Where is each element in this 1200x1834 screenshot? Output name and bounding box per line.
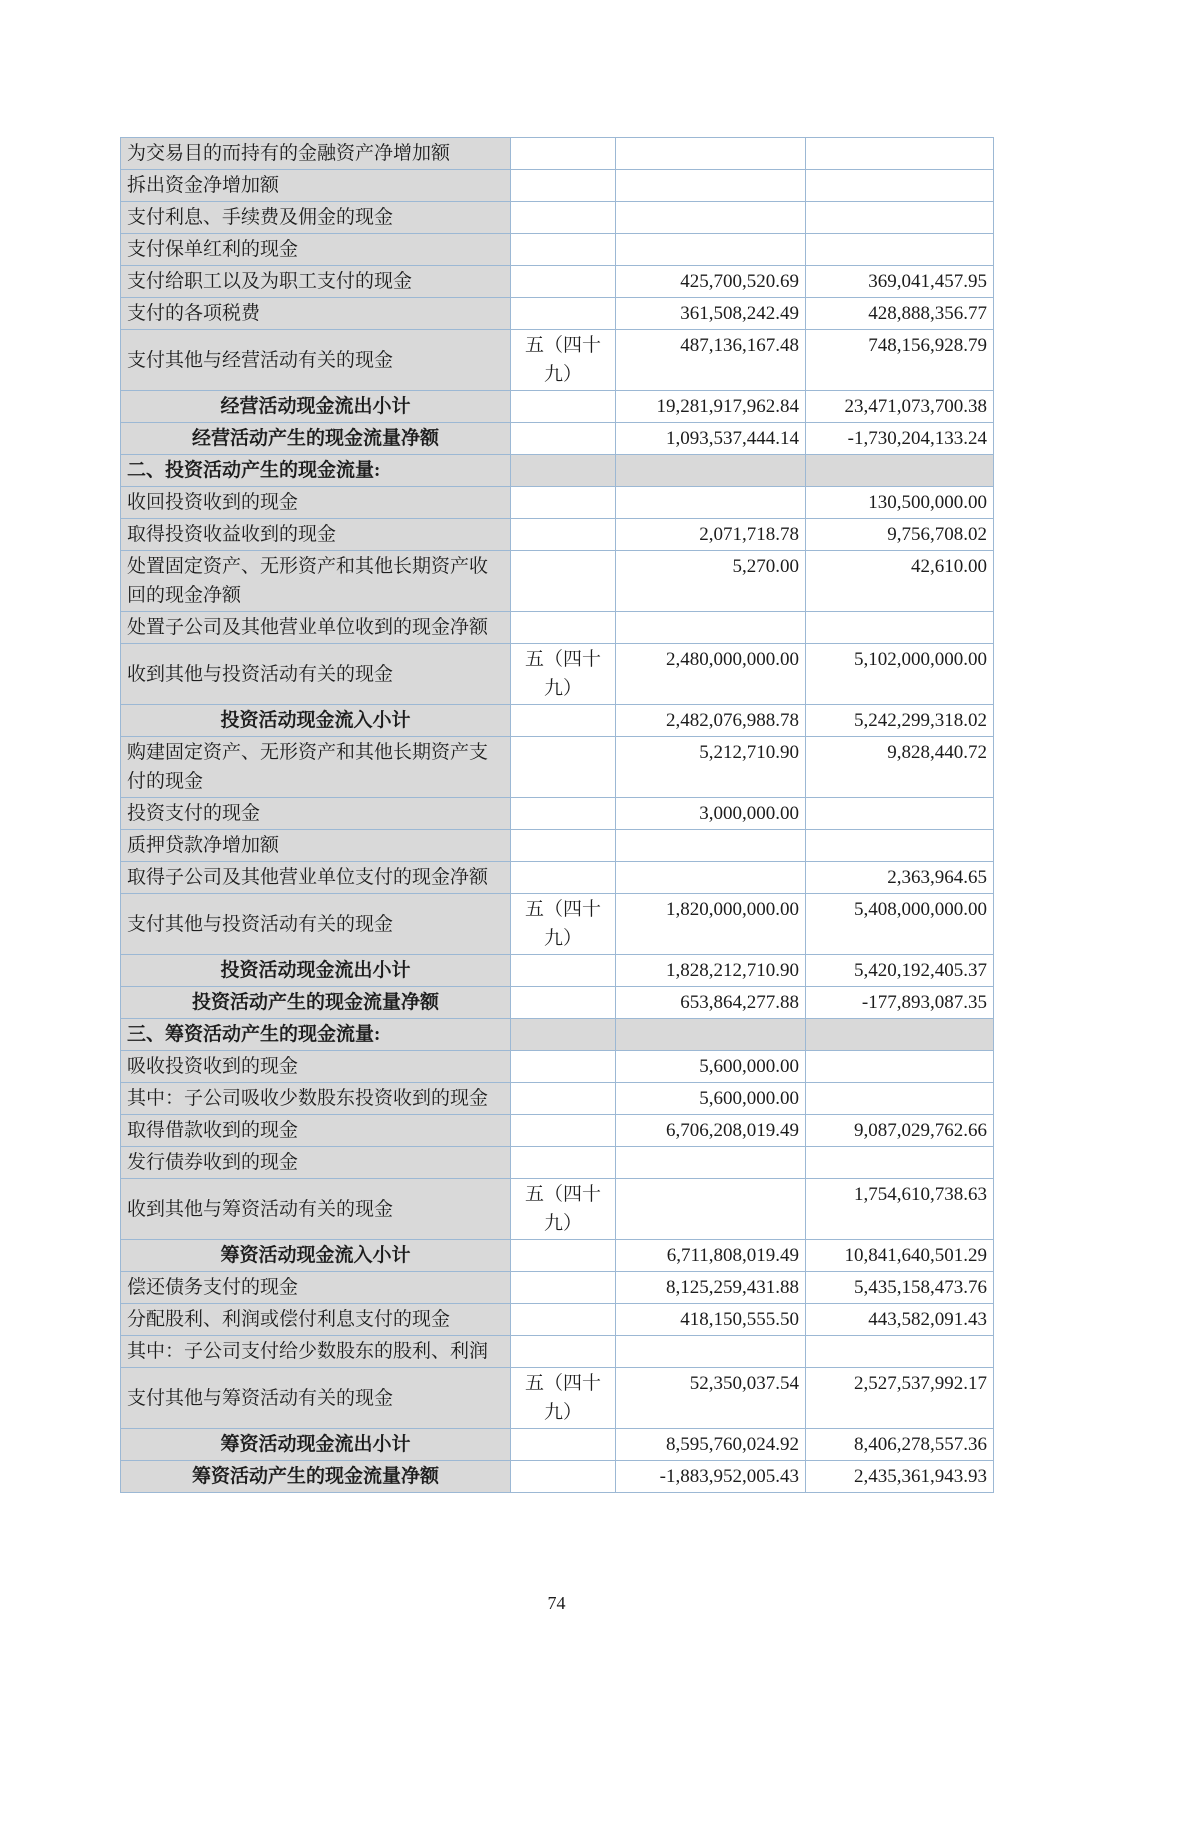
item-label-cell: 发行债券收到的现金	[121, 1147, 511, 1179]
amount-current-period-cell: 5,270.00	[616, 551, 806, 612]
amount-current-period-cell: 3,000,000.00	[616, 798, 806, 830]
note-reference-cell	[511, 987, 616, 1019]
amount-prior-period-cell: 5,408,000,000.00	[806, 894, 994, 955]
table-row	[121, 1272, 994, 1304]
note-reference-cell: 五（四十九）	[511, 644, 616, 705]
note-reference-cell	[511, 138, 616, 170]
item-label-cell: 其中：子公司支付给少数股东的股利、利润	[121, 1336, 511, 1368]
item-label-cell: 筹资活动现金流入小计	[121, 1240, 511, 1272]
cash-flow-table-body	[121, 138, 994, 1493]
table-row	[121, 705, 994, 737]
amount-current-period-cell: 52,350,037.54	[616, 1368, 806, 1429]
item-label-cell: 二、投资活动产生的现金流量:	[121, 455, 511, 487]
note-reference-cell	[511, 391, 616, 423]
table-row	[121, 519, 994, 551]
amount-current-period-cell: 6,706,208,019.49	[616, 1115, 806, 1147]
item-label-cell: 取得借款收到的现金	[121, 1115, 511, 1147]
table-row	[121, 644, 994, 705]
amount-current-period-cell: 653,864,277.88	[616, 987, 806, 1019]
amount-prior-period-cell: 443,582,091.43	[806, 1304, 994, 1336]
amount-prior-period-cell: 9,756,708.02	[806, 519, 994, 551]
amount-current-period-cell: 8,595,760,024.92	[616, 1429, 806, 1461]
table-row	[121, 423, 994, 455]
item-label-cell: 筹资活动产生的现金流量净额	[121, 1461, 511, 1493]
table-row	[121, 955, 994, 987]
note-reference-cell: 五（四十九）	[511, 1179, 616, 1240]
note-reference-cell	[511, 1147, 616, 1179]
amount-current-period-cell	[616, 234, 806, 266]
amount-prior-period-cell: 5,435,158,473.76	[806, 1272, 994, 1304]
note-reference-cell	[511, 487, 616, 519]
amount-prior-period-cell: 428,888,356.77	[806, 298, 994, 330]
amount-current-period-cell	[616, 138, 806, 170]
amount-prior-period-cell: 5,102,000,000.00	[806, 644, 994, 705]
table-row	[121, 612, 994, 644]
amount-current-period-cell: 1,820,000,000.00	[616, 894, 806, 955]
amount-prior-period-cell	[806, 138, 994, 170]
amount-prior-period-cell: 5,242,299,318.02	[806, 705, 994, 737]
table-row	[121, 202, 994, 234]
amount-prior-period-cell	[806, 455, 994, 487]
note-reference-cell	[511, 455, 616, 487]
amount-prior-period-cell: 2,435,361,943.93	[806, 1461, 994, 1493]
note-reference-cell	[511, 1304, 616, 1336]
item-label-cell: 经营活动产生的现金流量净额	[121, 423, 511, 455]
amount-current-period-cell	[616, 455, 806, 487]
item-label-cell: 其中：子公司吸收少数股东投资收到的现金	[121, 1083, 511, 1115]
item-label-cell: 处置固定资产、无形资产和其他长期资产收回的现金净额	[121, 551, 511, 612]
note-reference-cell: 五（四十九）	[511, 330, 616, 391]
note-reference-cell	[511, 1051, 616, 1083]
amount-prior-period-cell: 42,610.00	[806, 551, 994, 612]
amount-prior-period-cell: 2,363,964.65	[806, 862, 994, 894]
amount-prior-period-cell	[806, 830, 994, 862]
item-label-cell: 偿还债务支付的现金	[121, 1272, 511, 1304]
item-label-cell: 收到其他与投资活动有关的现金	[121, 644, 511, 705]
item-label-cell: 质押贷款净增加额	[121, 830, 511, 862]
item-label-cell: 支付给职工以及为职工支付的现金	[121, 266, 511, 298]
table-row	[121, 830, 994, 862]
amount-prior-period-cell	[806, 1147, 994, 1179]
note-reference-cell	[511, 955, 616, 987]
note-reference-cell	[511, 298, 616, 330]
item-label-cell: 为交易目的而持有的金融资产净增加额	[121, 138, 511, 170]
table-row	[121, 1336, 994, 1368]
table-row	[121, 1051, 994, 1083]
amount-current-period-cell: 19,281,917,962.84	[616, 391, 806, 423]
amount-current-period-cell	[616, 1179, 806, 1240]
item-label-cell: 支付的各项税费	[121, 298, 511, 330]
item-label-cell: 分配股利、利润或偿付利息支付的现金	[121, 1304, 511, 1336]
note-reference-cell	[511, 170, 616, 202]
item-label-cell: 投资活动现金流入小计	[121, 705, 511, 737]
amount-current-period-cell: 2,480,000,000.00	[616, 644, 806, 705]
amount-prior-period-cell: 369,041,457.95	[806, 266, 994, 298]
amount-prior-period-cell: 1,754,610,738.63	[806, 1179, 994, 1240]
table-row	[121, 798, 994, 830]
amount-prior-period-cell	[806, 612, 994, 644]
amount-prior-period-cell: 10,841,640,501.29	[806, 1240, 994, 1272]
note-reference-cell	[511, 234, 616, 266]
item-label-cell: 投资活动产生的现金流量净额	[121, 987, 511, 1019]
cash-flow-statement-table	[120, 137, 994, 1493]
amount-prior-period-cell: 23,471,073,700.38	[806, 391, 994, 423]
note-reference-cell	[511, 1336, 616, 1368]
item-label-cell: 筹资活动现金流出小计	[121, 1429, 511, 1461]
amount-prior-period-cell: 748,156,928.79	[806, 330, 994, 391]
table-row	[121, 894, 994, 955]
amount-current-period-cell	[616, 862, 806, 894]
item-label-cell: 吸收投资收到的现金	[121, 1051, 511, 1083]
table-row	[121, 1179, 994, 1240]
amount-prior-period-cell: 5,420,192,405.37	[806, 955, 994, 987]
amount-prior-period-cell: 2,527,537,992.17	[806, 1368, 994, 1429]
amount-current-period-cell	[616, 202, 806, 234]
amount-current-period-cell: 5,600,000.00	[616, 1083, 806, 1115]
note-reference-cell	[511, 1429, 616, 1461]
note-reference-cell	[511, 202, 616, 234]
note-reference-cell	[511, 423, 616, 455]
amount-prior-period-cell: -1,730,204,133.24	[806, 423, 994, 455]
amount-current-period-cell	[616, 612, 806, 644]
item-label-cell: 三、筹资活动产生的现金流量:	[121, 1019, 511, 1051]
amount-prior-period-cell: 9,828,440.72	[806, 737, 994, 798]
document-page	[0, 137, 1200, 1834]
amount-current-period-cell: 425,700,520.69	[616, 266, 806, 298]
amount-current-period-cell	[616, 170, 806, 202]
item-label-cell: 投资支付的现金	[121, 798, 511, 830]
table-row	[121, 1147, 994, 1179]
amount-prior-period-cell: -177,893,087.35	[806, 987, 994, 1019]
amount-current-period-cell: -1,883,952,005.43	[616, 1461, 806, 1493]
amount-current-period-cell	[616, 1019, 806, 1051]
amount-prior-period-cell	[806, 798, 994, 830]
table-row	[121, 1083, 994, 1115]
note-reference-cell	[511, 519, 616, 551]
table-row	[121, 487, 994, 519]
amount-current-period-cell: 418,150,555.50	[616, 1304, 806, 1336]
table-row	[121, 1461, 994, 1493]
table-row	[121, 1304, 994, 1336]
amount-current-period-cell: 1,828,212,710.90	[616, 955, 806, 987]
note-reference-cell	[511, 737, 616, 798]
amount-prior-period-cell	[806, 1083, 994, 1115]
amount-current-period-cell	[616, 1336, 806, 1368]
item-label-cell: 取得投资收益收到的现金	[121, 519, 511, 551]
amount-current-period-cell	[616, 830, 806, 862]
table-row	[121, 551, 994, 612]
item-label-cell: 支付其他与经营活动有关的现金	[121, 330, 511, 391]
item-label-cell: 取得子公司及其他营业单位支付的现金净额	[121, 862, 511, 894]
table-row	[121, 1429, 994, 1461]
item-label-cell: 支付其他与筹资活动有关的现金	[121, 1368, 511, 1429]
table-row	[121, 737, 994, 798]
amount-prior-period-cell	[806, 234, 994, 266]
amount-current-period-cell: 8,125,259,431.88	[616, 1272, 806, 1304]
table-row	[121, 234, 994, 266]
amount-prior-period-cell	[806, 170, 994, 202]
note-reference-cell	[511, 862, 616, 894]
item-label-cell: 支付其他与投资活动有关的现金	[121, 894, 511, 955]
table-row	[121, 862, 994, 894]
table-row	[121, 1240, 994, 1272]
table-row	[121, 455, 994, 487]
item-label-cell: 处置子公司及其他营业单位收到的现金净额	[121, 612, 511, 644]
note-reference-cell: 五（四十九）	[511, 894, 616, 955]
note-reference-cell	[511, 798, 616, 830]
note-reference-cell	[511, 551, 616, 612]
item-label-cell: 支付利息、手续费及佣金的现金	[121, 202, 511, 234]
amount-current-period-cell	[616, 487, 806, 519]
note-reference-cell	[511, 705, 616, 737]
note-reference-cell	[511, 1115, 616, 1147]
note-reference-cell	[511, 1083, 616, 1115]
table-row	[121, 1019, 994, 1051]
item-label-cell: 拆出资金净增加额	[121, 170, 511, 202]
table-row	[121, 1368, 994, 1429]
table-row	[121, 170, 994, 202]
amount-prior-period-cell	[806, 202, 994, 234]
note-reference-cell	[511, 1461, 616, 1493]
note-reference-cell	[511, 830, 616, 862]
amount-prior-period-cell: 9,087,029,762.66	[806, 1115, 994, 1147]
note-reference-cell	[511, 1019, 616, 1051]
amount-current-period-cell: 2,071,718.78	[616, 519, 806, 551]
item-label-cell: 收回投资收到的现金	[121, 487, 511, 519]
amount-current-period-cell	[616, 1147, 806, 1179]
note-reference-cell	[511, 1272, 616, 1304]
amount-prior-period-cell	[806, 1336, 994, 1368]
amount-current-period-cell: 2,482,076,988.78	[616, 705, 806, 737]
item-label-cell: 经营活动现金流出小计	[121, 391, 511, 423]
item-label-cell: 投资活动现金流出小计	[121, 955, 511, 987]
note-reference-cell	[511, 612, 616, 644]
amount-current-period-cell: 5,212,710.90	[616, 737, 806, 798]
table-row	[121, 330, 994, 391]
item-label-cell: 收到其他与筹资活动有关的现金	[121, 1179, 511, 1240]
table-row	[121, 391, 994, 423]
note-reference-cell	[511, 266, 616, 298]
amount-prior-period-cell: 130,500,000.00	[806, 487, 994, 519]
amount-current-period-cell: 361,508,242.49	[616, 298, 806, 330]
table-row	[121, 266, 994, 298]
table-row	[121, 138, 994, 170]
amount-prior-period-cell	[806, 1019, 994, 1051]
note-reference-cell: 五（四十九）	[511, 1368, 616, 1429]
page-number: 74	[547, 1593, 566, 1613]
amount-current-period-cell: 1,093,537,444.14	[616, 423, 806, 455]
item-label-cell: 支付保单红利的现金	[121, 234, 511, 266]
table-row	[121, 298, 994, 330]
amount-current-period-cell: 487,136,167.48	[616, 330, 806, 391]
table-row	[121, 1115, 994, 1147]
amount-prior-period-cell	[806, 1051, 994, 1083]
amount-current-period-cell: 5,600,000.00	[616, 1051, 806, 1083]
note-reference-cell	[511, 1240, 616, 1272]
amount-prior-period-cell: 8,406,278,557.36	[806, 1429, 994, 1461]
item-label-cell: 购建固定资产、无形资产和其他长期资产支付的现金	[121, 737, 511, 798]
table-row	[121, 987, 994, 1019]
amount-current-period-cell: 6,711,808,019.49	[616, 1240, 806, 1272]
